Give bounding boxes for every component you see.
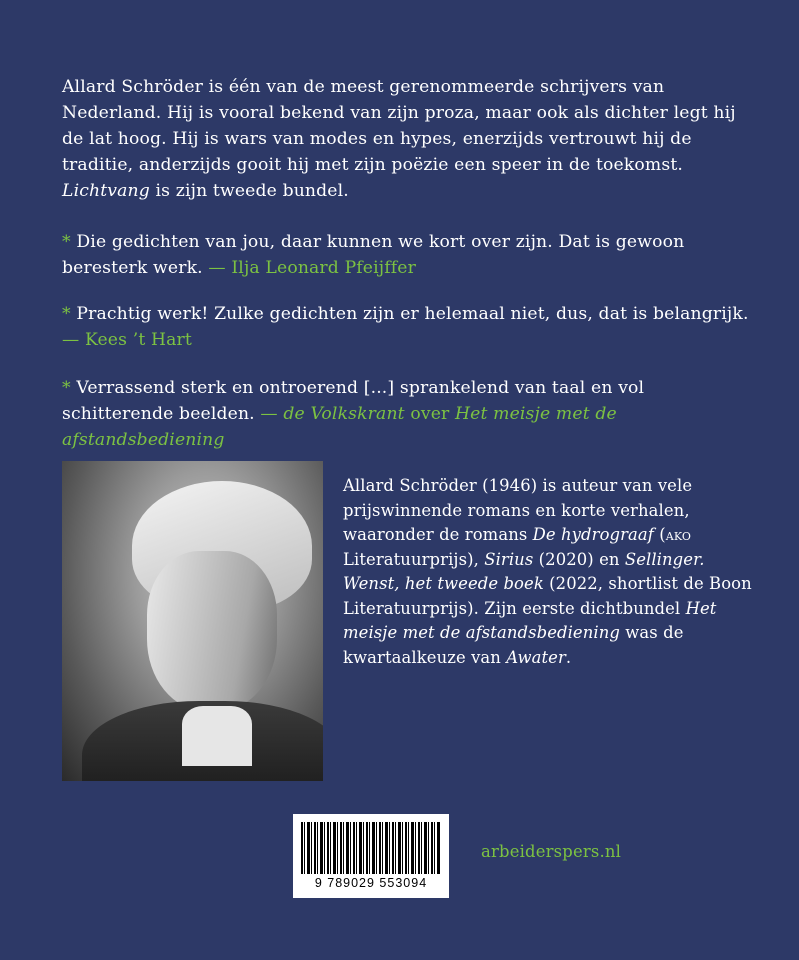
quote-3 xyxy=(62,375,752,453)
quote-text: Verrassend sterk en ontroerend [...] sprankelend van taal en vol schitterende beelden. xyxy=(62,378,645,424)
quote-source-prefix: — xyxy=(260,404,284,424)
quote-text: Prachtig werk! Zulke gedichten zijn er helemaal niet, dus, dat is belangrijk. xyxy=(70,304,749,324)
bio-text: (2020) en xyxy=(533,549,625,569)
bio-text: Literatuurprijs), xyxy=(343,549,485,569)
blurb-text-end: is zijn tweede bundel. xyxy=(149,181,349,201)
bio-book-title: De hydrograaf xyxy=(532,525,654,544)
bio-text: (2022, shortlist de Boon Literatuurprijs). Zijn eerste dichtbundel xyxy=(343,574,752,618)
asterisk-marker: * xyxy=(62,232,71,252)
quote-source: — Kees ’t Hart xyxy=(62,330,192,350)
bio-text: was de kwartaalkeuze van xyxy=(343,623,684,667)
blurb-text: Allard Schröder is één van de meest gerenommeerde schrijvers van Nederland. Hij is vooral bekend van zijn proza, maar ook als dichter legt hij de lat hoog. Hij is wars van modes en hypes, enerzijds vertrouwt hij de traditie, anderzijds gooit hij met zijn poëzie een speer in de toekomst. xyxy=(62,77,736,175)
quote-source-publication: de Volkskrant xyxy=(283,404,405,424)
book-title: Lichtvang xyxy=(62,181,150,201)
author-photo xyxy=(62,461,323,781)
quote-text: Die gedichten van jou, daar kunnen we kort over zijn. Dat is gewoon beresterk werk. xyxy=(62,232,685,278)
bio-text: . xyxy=(565,647,572,667)
bio-text: Allard Schröder (1946) is auteur van vele prijswinnende romans en korte verhalen, waaronder de romans xyxy=(343,476,693,544)
quote-source-book: Het meisje met de afstandsbediening xyxy=(62,404,617,450)
asterisk-marker: * xyxy=(62,378,71,398)
blurb xyxy=(62,74,752,204)
isbn-barcode xyxy=(293,814,449,898)
barcode-bars xyxy=(301,822,441,874)
author-bio xyxy=(343,474,763,670)
author-collar xyxy=(182,706,252,766)
publisher-url: arbeiderspers.nl xyxy=(481,842,622,861)
bio-prize-abbr: ako xyxy=(665,525,691,544)
isbn-number: 9 789029 553094 xyxy=(314,876,428,890)
quote-source-mid: over xyxy=(404,404,455,424)
bio-magazine: Awater xyxy=(506,647,566,667)
bio-text: ( xyxy=(653,525,666,544)
bio-book-title: Sirius xyxy=(484,549,534,569)
author-face xyxy=(147,551,277,711)
quote-1 xyxy=(62,229,752,281)
quote-2 xyxy=(62,301,752,353)
bio-book-title: Het meisje met de afstandsbediening xyxy=(343,598,717,642)
asterisk-marker: * xyxy=(62,304,71,324)
blurb-paragraph xyxy=(62,74,752,204)
quote-source: — Ilja Leonard Pfeijffer xyxy=(208,258,416,278)
bio-book-title: Sellinger. Wenst, het tweede boek xyxy=(343,549,705,593)
